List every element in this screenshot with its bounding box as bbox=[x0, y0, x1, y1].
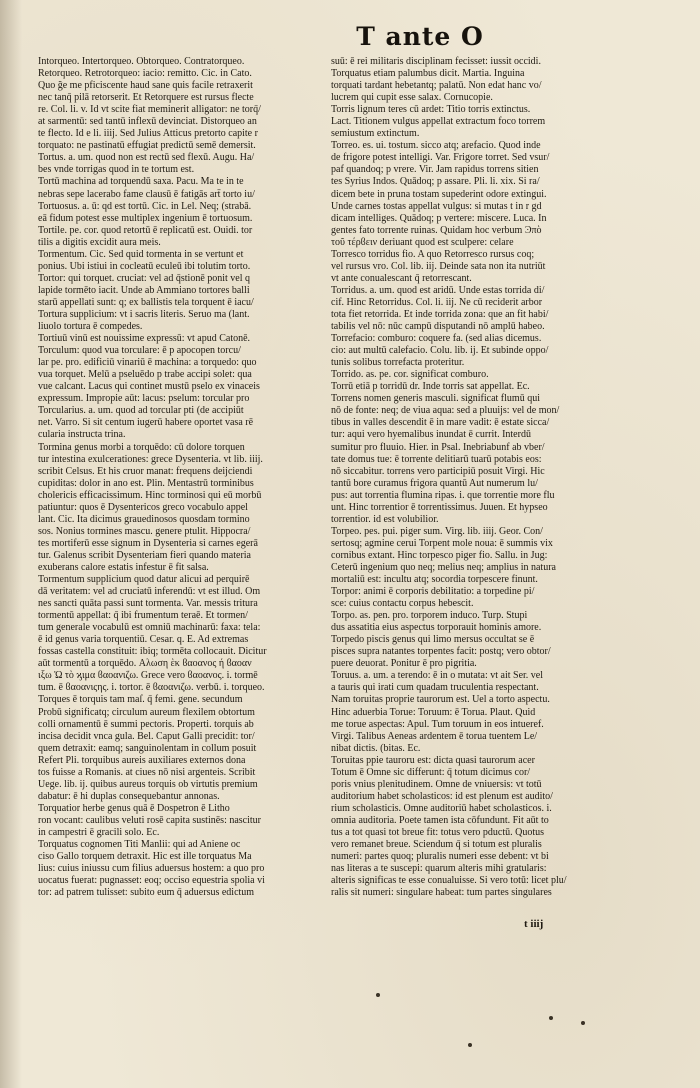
text-line: tur. Galenus scribit Dysenteriam fieri quando materia bbox=[38, 549, 251, 561]
text-line: nō de fonte: neq; de viua aqua: sed a pluuijs: vel de mon/ bbox=[331, 405, 560, 417]
text-line: dus assatitia eius aspectus torporauit hominis amore. bbox=[331, 622, 542, 634]
text-line: Refert Pli. torquibus aureis auxiliares externos dona bbox=[38, 754, 246, 766]
text-line: eā fidum potest esse multiplex ingenium ē tortuosum. bbox=[38, 212, 253, 224]
text-line: Torresco torridus fio. A quo Retorresco rursus coq; bbox=[331, 248, 535, 260]
text-line: Torquatior herbe genus quā ē Dospetron ē Litho bbox=[38, 802, 230, 814]
text-line: vel rursus vro. Col. lib. iij. Deinde sata non ita nutriūt bbox=[331, 260, 546, 272]
text-line: Tormina genus morbi a torquēdo: cū dolore torquen bbox=[38, 441, 245, 453]
right-column bbox=[331, 56, 595, 932]
text-line: auditorium habet scholasticos: id est plenum est audito/ bbox=[331, 790, 553, 802]
text-line: nibat dictis. (bitas. Ec. bbox=[331, 742, 421, 754]
text-line: lucrem qui cupit esse salax. Cornucopie. bbox=[331, 92, 493, 104]
text-line: fossas castella constituit: ibiq; tormēta collocauit. Dicitur bbox=[38, 646, 267, 658]
text-line: in campestri ē gracili solo. Ec. bbox=[38, 827, 160, 838]
text-line: tibus in valles descendit ē in mare vadit: ē estate sicca/ bbox=[331, 417, 550, 429]
text-line: Torpo. as. pen. pro. torporem induco. Turp. Stupi bbox=[331, 610, 528, 622]
text-line: liuolo tortura ē compedes. bbox=[38, 321, 143, 333]
text-line: Tortus. a. um. quod non est rectū sed flexū. Augu. Ha/ bbox=[38, 152, 255, 164]
text-line: tes mortiferū esse signum in Dysenteria si carnes egerā bbox=[38, 537, 258, 549]
text-line: torquato: ne pastinatū effugiat predictū semē demersit. bbox=[38, 140, 256, 152]
text-line: Tortū machina ad torquendū saxa. Pacu. Ma te in te bbox=[38, 176, 244, 188]
text-line: lant. Cic. Ita dicimus grauedinosos quosdam tormino bbox=[38, 513, 250, 525]
text-line: Nam toruitas proprie taurorum est. Uel a torto aspectu. bbox=[331, 694, 550, 706]
text-line: Unde carnes tostas appellat vulgus: si mutas t in r gd bbox=[331, 200, 542, 212]
text-line: nebras sepe lacerabo fame clausū ē fatigās art̄ torto iu/ bbox=[38, 188, 255, 200]
binding-shadow bbox=[0, 0, 22, 1088]
text-line: ron vocant: caulibus veluti rosē capita sustinēs: nascitur bbox=[38, 814, 261, 826]
text-line: Toruitas ppie tauroru est: dicta quasi taurorum acer bbox=[331, 754, 535, 766]
text-line: Tortuosus. a. ū: qd est tortū. Cic. in Lel. Neq; (strabā. bbox=[38, 200, 252, 212]
text-line: cif. Hinc Retorridus. Col. li. iij. Ne cū reciderit arbor bbox=[331, 296, 543, 308]
text-line: dicam intelliges. Quādoq; p vertere: miscere. Luca. In bbox=[331, 212, 547, 224]
text-line: ponius. Ubi istiui in cocleatū eculeū ibi tolutim torto. bbox=[38, 260, 251, 272]
text-line: poris vnius plenitudinem. Omne de vniuersis: vt totū bbox=[331, 778, 542, 790]
text-line: pus: aut torrentia flumina ripas. i. que torrentie more flu bbox=[331, 489, 555, 501]
text-line: rium scholasticis. Omne auditoriū habet scholasticos. i. bbox=[331, 802, 552, 814]
text-line: cularia instructa trina. bbox=[38, 429, 126, 441]
text-line: at sarmentū: sed tantū inflexū devinciat. Distorqueo an bbox=[38, 116, 257, 128]
text-line: Torrens nomen generis masculi. significat flumū qui bbox=[331, 393, 540, 405]
text-line: Torquatus cognomen Titi Manlii: qui ad Aniene oc bbox=[38, 839, 241, 851]
text-line: Torrido. as. pe. cor. significat comburo. bbox=[331, 369, 489, 381]
text-line: tes Syrius Indos. Quādoq; p assare. Pli. li. xix. Si ra/ bbox=[331, 176, 540, 188]
text-line: Tortura supplicium: vt i sacris literis. Seruo ma (lant. bbox=[38, 308, 250, 320]
text-line: alteris significas te esse conualuisse. Si vero totū: licet plu/ bbox=[331, 875, 567, 887]
text-line: Torridus. a. um. quod est aridū. Unde estas torrida di/ bbox=[331, 284, 545, 296]
text-line: Torpor: animi ē corporis debilitatio: a torpedine pi/ bbox=[331, 586, 535, 598]
text-line: Tortiuū vinū est nouissime expressū: vt apud Catonē. bbox=[38, 333, 251, 345]
text-line: tabilis vel nō: nūc campū disputandi nō amplū habeo. bbox=[331, 321, 545, 333]
text-line: Torculum: quod vua torculare: ē p apocopen torcu/ bbox=[38, 345, 241, 357]
text-line: me torue aspectas: Apul. Tum toruum in eos intueref. bbox=[331, 718, 544, 730]
text-line: Toruus. a. um. a terendo: ē in o mutata: vt ait Ser. vel bbox=[331, 670, 544, 682]
text-line: vua torquet. Melū a pseluēdo p trabe accipi solet: qua bbox=[38, 369, 252, 381]
text-line: Quo ğe me pficiscente haud sane quis facile retraxerit bbox=[38, 80, 253, 92]
text-line: tunis solibus torrefacta proteritur. bbox=[331, 357, 465, 369]
text-line: incisa decidit vnca gula. Bel. Caput Galli precidit: tor/ bbox=[38, 730, 255, 742]
text-line: tor: ad patrem tulisset: subito eum q̄ aduersus edictum bbox=[38, 887, 255, 899]
text-line: Torris lignum teres cū ardet: Titio torris extinctus. bbox=[331, 104, 531, 116]
text-line: Retorqueo. Retrotorqueo: iacio: remitto. Cic. in Cato. bbox=[38, 68, 252, 80]
text-line: tum generale vocabulū est omniū machinarū: faxa: tela: bbox=[38, 622, 261, 634]
text-line: tate domus tue: ē torrente delitiarū tuarū potabis eos: bbox=[331, 453, 542, 465]
text-line: expressum. Impropie aūt: lacus: pselum: torcular pro bbox=[38, 393, 250, 405]
text-line: Virgi. Talibus Aeneas ardentem ē torua tuentem Le/ bbox=[331, 730, 538, 742]
text-line: suū: ē rei militaris disciplinam fecisset: iussit occidi. bbox=[331, 56, 541, 67]
text-line: Ceterū ingenium quo neq; melius neq; amplius in natura bbox=[331, 561, 556, 573]
text-line: tus a tot quasi tot breue fit: totus vero pductū. Quotus bbox=[331, 827, 545, 838]
text-line: omnia auditoria. Poete tamen ista cōfundunt. Fit aūt to bbox=[331, 814, 549, 826]
text-line: nas literas a te suscepi: quarum alteris mihi gratularis: bbox=[331, 863, 547, 875]
text-line: Lact. Titionem vulgus appellat extractum foco torrem bbox=[331, 116, 546, 128]
paper-speck bbox=[468, 1043, 472, 1047]
text-line: Torrefacio: comburo: coquere fa. (sed alias dicemus. bbox=[331, 333, 542, 345]
left-column bbox=[38, 56, 314, 928]
text-line: tilis a digitis excidit aura meis. bbox=[38, 236, 161, 248]
text-line: sertosq; agmine cerui Torpent mole noua: ē summis vix bbox=[331, 537, 553, 549]
text-line: gentes fato torrente ruinas. Quidam hoc verbum Ͽπὸ bbox=[331, 224, 542, 236]
signature-mark: t iiij bbox=[524, 918, 544, 930]
text-line: Totum ē Omne sic differunt: q̄ totum dicimus cor/ bbox=[331, 766, 531, 778]
text-line: dabatur: ē hi duplas consequebantur annonas. bbox=[38, 790, 220, 802]
text-line: cornibus extant. Hinc torpesco piger fio. Sallu. in Jug: bbox=[331, 549, 548, 561]
text-line: tum. ē ϐαοανιςης. i. tortor. ē ϐαοανιζω. verbū. i. torqueo. bbox=[38, 682, 265, 694]
text-line: lapide tormēto iacit. Unde ab Ammiano tortores balli bbox=[38, 284, 250, 296]
text-line: nec tanq̄ pilā retorserit. Et Retorquere est rursus flecte bbox=[38, 92, 254, 104]
text-line: ē id genus varia torquentiū. Cesar. q. E. Ad extremas bbox=[38, 634, 249, 646]
text-line: pisces supra natantes torpentes facit: postq; vero obtor/ bbox=[331, 646, 551, 658]
text-line: net. Varro. Si sit centum iugerū habere oportet vasa rē bbox=[38, 417, 254, 429]
text-line: sumitur pro fluuio. Hier. in Psal. Inebriabunf ab vber/ bbox=[331, 441, 545, 453]
text-line: de frigore potest intelligi. Var. Frigore torret. Sed vsur/ bbox=[331, 152, 550, 164]
text-line: cupiditas: dolor in ano est. Plin. Mentastrū torminibus bbox=[38, 477, 254, 489]
text-line: Torcularius. a. um. quod ad torcular pti (de accipiūt bbox=[38, 405, 244, 417]
text-line: Hinc aduerbia Torue: Toruum: ē Torua. Plaut. Quid bbox=[331, 706, 536, 718]
text-line: torquati tardant hebetantq; palatū. Non edat hanc vo/ bbox=[331, 80, 542, 92]
text-line: ralis sit numeri: singulare habeat: tum partes singulares bbox=[331, 887, 552, 899]
text-line: τοῦ τέρϐειν deriuant quod est sculpere: celare bbox=[331, 236, 514, 248]
text-line: Torrū etiā p torridū dr. Inde torris sat appellat. Ec. bbox=[331, 381, 530, 393]
text-line: Tortor: qui torquet. cruciat: vel ad q̄stionē ponit vel q bbox=[38, 272, 251, 284]
text-line: torrentior. id est volubilior. bbox=[331, 513, 439, 525]
text-line: dicem bete in pruna tostam supederint odore extingui. bbox=[331, 188, 547, 200]
text-line: unt. Hinc torrentior ē torrentissimus. Juuen. Et hypseo bbox=[331, 501, 548, 513]
text-line: vue calcant. Lacus qui continet mustū pselo ex vinaceis bbox=[38, 381, 260, 393]
text-line: aūt tormentū a torquēdo. Αλωση ὲκ ϐαοανος ή ϐαοαν bbox=[38, 658, 252, 670]
text-line: bes vnde torrigas quod in te tortum est. bbox=[38, 164, 195, 176]
text-line: colli ornamentū ē summi pectoris. Properti. torquis ab bbox=[38, 718, 254, 730]
text-line: quem detraxit: eamq; sanguinolentam in collum posuit bbox=[38, 742, 257, 754]
text-line: Uege. lib. ij. quibus aureus torquis ob virtutis premium bbox=[38, 778, 258, 790]
text-line: tota fiet retorrida. Et inde torrida zona: que an fit habi/ bbox=[331, 308, 549, 320]
text-line: tantū bore curamus frigora quantū Aut numerum lu/ bbox=[331, 477, 538, 489]
text-line: starū appellati sunt: q; ex ballistis tela torquent ē iacu/ bbox=[38, 296, 254, 308]
text-line: semiustum extinctum. bbox=[331, 128, 420, 140]
text-line: dā veritatem: vel ad cruciatū inferendū: vt est illud. Om bbox=[38, 586, 261, 598]
text-line: ciso Gallo torquem detraxit. Hic est ille torquatus Ma bbox=[38, 851, 252, 863]
paper-speck bbox=[549, 1016, 553, 1020]
text-line: vt ante conualescant q̄ retorrescant. bbox=[331, 272, 472, 284]
text-line: sos. Nonius tormines mascu. genere ptulit. Hippocra/ bbox=[38, 525, 251, 537]
text-line: Intorqueo. Intertorqueo. Obtorqueo. Contratorqueo. bbox=[38, 56, 245, 67]
text-line: Torpedo piscis genus qui limo mersus occultat se ē bbox=[331, 634, 535, 646]
text-line: numeri: partes quoq; pluralis numeri esse debent: vt bi bbox=[331, 851, 549, 863]
paper-speck bbox=[376, 993, 380, 997]
text-line: sce: cuius contactu corpus hebescit. bbox=[331, 598, 474, 610]
text-line: tos fuisse a Romanis. at ciues nō nisi argenteis. Scribit bbox=[38, 766, 256, 778]
text-line: re. Col. li. v. Id vt scite fiat meminerit alligator: ne torq̄/ bbox=[38, 104, 261, 116]
text-line: lius: cuius iniussu cum filius aduersus hostem: a quo pro bbox=[38, 863, 265, 875]
text-line: lar pe. pro. edificiū vinariū ē machina: a torquedo: quo bbox=[38, 357, 257, 369]
text-line: nō siccabitur. torrens vero participiū posuit Virgi. Hic bbox=[331, 465, 545, 477]
text-line: Torreo. es. ui. tostum. sicco atq; arefacio. Quod inde bbox=[331, 140, 541, 152]
running-head: T ante O bbox=[356, 22, 484, 51]
text-line: Tormentum. Cic. Sed quid tormenta in se vertunt et bbox=[38, 248, 244, 260]
text-line: Torques ē torquis tam maſ. q̄ femi. gene. secundum bbox=[38, 694, 243, 706]
text-line: cio: aut multū calefacio. Colu. lib. ij. Et subinde oppo/ bbox=[331, 345, 549, 357]
text-line: tur: aqui vero hyemalibus inundat ē currit. Interdū bbox=[331, 429, 531, 441]
text-line: Torquatus etiam palumbus dicit. Martia. Inguina bbox=[331, 68, 525, 80]
text-line: patiuntur: quos ē Dysentericos greco vocabulo appel bbox=[38, 501, 248, 513]
text-line: a tauris qui irati cum quadam truculentia respectant. bbox=[331, 682, 539, 694]
text-line: tormentū appellat: q̄ ibi frumentum teraē. Et tormen/ bbox=[38, 610, 248, 622]
text-line: mortaliū est: incultu atq; socordia torpescere finunt. bbox=[331, 574, 538, 586]
text-line: uocatus fuerat: pugnasset: eoq; occiso equestria spolia vi bbox=[38, 875, 265, 887]
paper-speck bbox=[581, 1021, 585, 1025]
text-line: nes sancti quāta passi sunt tormenta. Var. messis tritura bbox=[38, 598, 258, 610]
text-line: tur intestina exulcerationes: grece Dysenteria. vt lib. iiij. bbox=[38, 453, 263, 465]
text-line: paf quandoq; p vrere. Vir. Jam rapidus torrens sitien bbox=[331, 164, 539, 176]
text-line: ιξω Ὠ τὸ ϗιμα ϐαοανιζω. Grece vero ϐαοανος. i. tormē bbox=[38, 670, 258, 682]
text-line: scribit Celsus. Et his cruor manat: frequens deijciendi bbox=[38, 465, 253, 477]
text-line: exuberans calore estatis infestur ē fit salsa. bbox=[38, 561, 209, 573]
text-line: puere deuorat. Ponitur ē pro pigritia. bbox=[331, 658, 477, 670]
page-header bbox=[0, 22, 700, 51]
text-line: vero remanet breue. Sciendum q̄ si totum est pluralis bbox=[331, 839, 542, 851]
text-line: Tormentum supplicium quod datur alicui ad perquirē bbox=[38, 574, 250, 586]
text-line: Torpeo. pes. pui. piger sum. Virg. lib. iiij. Geor. Con/ bbox=[331, 525, 543, 537]
text-line: te flecto. Id e li. iiij. Sed Julius Atticus pretorto capite r bbox=[38, 128, 258, 140]
text-line: Probū significatq; circulum aureum flexilem obtortum bbox=[38, 706, 255, 718]
text-line: cholericis efficacissimum. Hinc torminosi qui eū morbū bbox=[38, 489, 262, 501]
text-line: Tortile. pe. cor. quod retortū ē replicatū est. Ouidi. tor bbox=[38, 224, 253, 236]
